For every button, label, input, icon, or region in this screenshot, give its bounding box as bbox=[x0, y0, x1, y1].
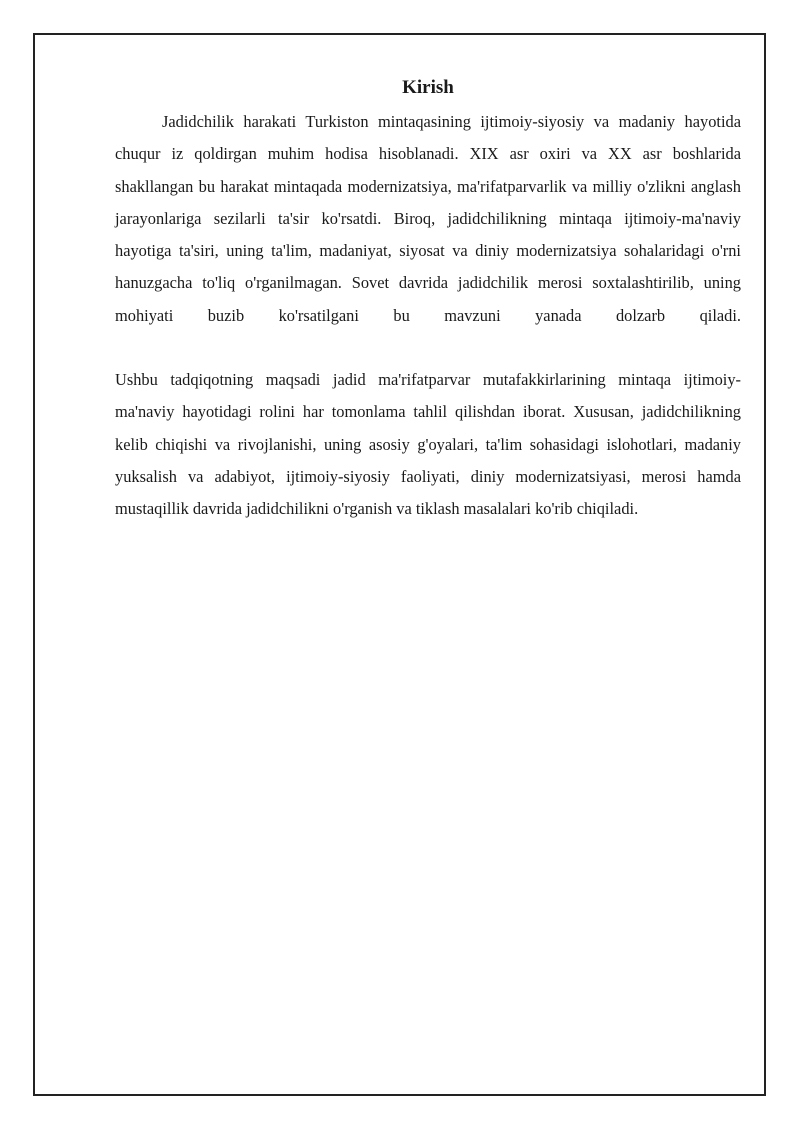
document-body bbox=[115, 76, 741, 526]
paragraph-research-goal: Ushbu tadqiqotning maqsadi jadid ma'rifatparvar mutafakkirlarining mintaqa ijtimoiy-ma'naviy hayotidagi rolini har tomonlama tahlil qilishdan iborat. Xususan, jadidchilikning kelib chiqishi va rivojlanishi, uning asosiy g'oyalari, ta'lim sohasidagi islohotlari, madaniy yuksalish va adabiyot, ijtimoiy-siyosiy faoliyati, diniy modernizatsiyasi, merosi hamda mustaqillik davrida jadidchilikni o'rganish va tiklash masalalari ko'rib chiqiladi. bbox=[115, 370, 741, 519]
paragraph-gap bbox=[115, 332, 741, 364]
section-title: Kirish bbox=[402, 77, 454, 98]
paragraph-introduction: Jadidchilik harakati Turkiston mintaqasining ijtimoiy-siyosiy va madaniy hayotida chuqur iz qoldirgan muhim hodisa hisoblanadi. XIX asr oxiri va XX asr boshlarida shakllangan bu harakat mintaqada modernizatsiya, ma'rifatparvarlik va milliy o'zlikni anglash jarayonlariga sezilarli ta'sir ko'rsatdi. Biroq, jadidchilikning mintaqa ijtimoiy-ma'naviy hayotiga ta'siri, uning ta'lim, madaniyat, siyosat va diniy modernizatsiya sohalaridagi o'rni hanuzgacha to'liq o'rganilmagan. Sovet davrida jadidchilik merosi soxtalashtirilib, uning mohiyati buzib ko'rsatilgani bu mavzuni yanada dolzarb qiladi. bbox=[115, 112, 741, 325]
